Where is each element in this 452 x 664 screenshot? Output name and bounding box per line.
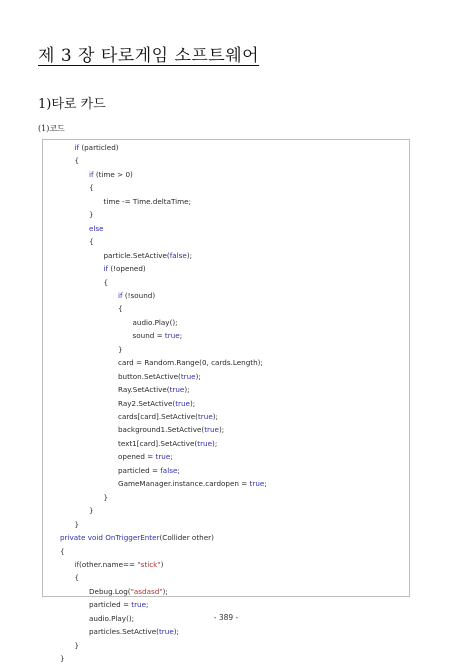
code-line — [89, 183, 94, 193]
code-text: time -= Time.deltaTime; — [103, 196, 192, 206]
code-text: } — [60, 654, 65, 664]
code-keyword: true — [155, 452, 171, 462]
code-text: } — [103, 492, 109, 502]
code-text: ); — [184, 385, 190, 395]
code-line — [118, 466, 180, 476]
code-keyword: true — [169, 385, 185, 395]
code-keyword: if — [74, 559, 80, 569]
code-line — [89, 506, 94, 516]
page-number: - 389 - — [213, 613, 239, 622]
chapter-title: 제 3 장 타로게임 소프트웨어 — [38, 46, 260, 66]
code-line — [118, 304, 123, 314]
code-line — [104, 251, 193, 261]
code-text: ; — [146, 600, 149, 610]
code-line — [118, 385, 190, 395]
subsection-title: (1)코드 — [38, 124, 65, 133]
code-keyword: if — [89, 169, 96, 179]
code-keyword: private void — [60, 533, 106, 543]
code-line — [75, 573, 80, 583]
code-line — [118, 399, 195, 409]
code-text: (time > 0) — [95, 169, 133, 179]
code-text: opened = — [118, 452, 156, 462]
code-text: (other.name== — [79, 559, 138, 569]
code-text: Ray.SetActive( — [118, 385, 170, 395]
code-text: particles.SetActive( — [89, 627, 159, 637]
code-text: particled = — [118, 465, 161, 475]
code-string: "stick" — [137, 559, 161, 569]
code-text: particle.SetActive( — [103, 250, 170, 260]
code-line — [118, 439, 217, 449]
code-keyword: true — [204, 425, 219, 435]
code-line — [89, 237, 94, 247]
code-text: particled = — [89, 600, 132, 610]
code-keyword: true — [180, 371, 196, 381]
code-line — [118, 425, 224, 435]
code-text: { — [74, 156, 80, 166]
code-text: { — [60, 546, 65, 556]
code-text: (particled) — [81, 143, 119, 152]
code-text: cards[card].SetActive( — [118, 412, 198, 421]
code-text: Debug.Log( — [89, 586, 131, 596]
code-line — [133, 318, 178, 328]
code-line — [118, 291, 155, 301]
code-text: ; — [179, 331, 183, 341]
code-text: ); — [162, 586, 168, 596]
code-text: audio.Play(); — [132, 317, 178, 327]
code-keyword: true — [197, 438, 213, 448]
code-text: button.SetActive( — [118, 371, 181, 381]
code-keyword: if — [103, 264, 111, 274]
code-keyword: else — [89, 223, 104, 233]
code-text: ); — [212, 438, 218, 448]
code-line — [104, 264, 146, 274]
code-text: ; — [170, 452, 173, 462]
code-keyword: true — [131, 600, 147, 610]
code-line — [104, 197, 192, 207]
code-text: } — [74, 519, 80, 529]
code-text: card = Random.Range(0, cards.Length); — [118, 358, 263, 368]
code-line — [89, 224, 104, 234]
code-line — [75, 156, 80, 166]
code-line — [89, 170, 133, 180]
code-text: ); — [186, 250, 193, 260]
code-line — [75, 143, 119, 153]
code-text: { — [103, 277, 109, 287]
code-line — [89, 587, 168, 597]
code-text: { — [118, 304, 123, 314]
code-keyword: true — [175, 398, 190, 408]
code-line — [118, 479, 267, 489]
code-text: audio.Play(); — [89, 613, 135, 623]
code-line — [133, 331, 183, 341]
code-keyword: if — [74, 143, 82, 152]
code-line — [104, 278, 109, 288]
code-line — [89, 627, 179, 637]
code-text: (!opened) — [110, 264, 146, 274]
code-text: } — [89, 506, 94, 516]
code-keyword: true — [164, 331, 180, 341]
code-line — [75, 560, 164, 570]
code-line — [75, 520, 80, 530]
section-title: 1)타로 카드 — [38, 97, 106, 112]
code-line — [118, 345, 123, 355]
code-keyword: false — [169, 250, 187, 260]
code-line — [118, 412, 218, 422]
code-text: } — [89, 210, 94, 220]
code-keyword: true — [249, 479, 265, 489]
code-text: { — [89, 237, 94, 247]
code-text: (Collider other) — [159, 533, 214, 543]
code-line — [118, 358, 263, 368]
code-line — [89, 600, 148, 610]
code-line — [60, 533, 214, 543]
code-text: (!sound) — [124, 290, 156, 300]
code-text: ); — [212, 412, 218, 421]
code-text: ; — [264, 479, 267, 489]
code-text: text1[card].SetActive( — [118, 438, 198, 448]
code-text: ; — [177, 465, 180, 475]
code-keyword: false — [160, 465, 178, 475]
code-text: ); — [195, 371, 201, 381]
code-text: ); — [173, 627, 179, 637]
code-line — [104, 493, 109, 503]
code-string: "asdasd" — [130, 586, 163, 596]
code-line — [60, 654, 65, 664]
code-text: } — [118, 344, 123, 354]
code-text: sound = — [132, 331, 165, 341]
code-line — [60, 547, 65, 557]
code-line — [118, 372, 201, 382]
code-text: ); — [218, 425, 225, 435]
code-text: ); — [189, 398, 196, 408]
code-keyword: true — [158, 627, 174, 637]
code-line — [118, 452, 173, 462]
code-text: { — [74, 573, 80, 583]
code-text: ) — [160, 559, 164, 569]
code-keyword: if — [118, 290, 125, 300]
code-text: background1.SetActive( — [118, 425, 205, 435]
code-text: Ray2.SetActive( — [118, 398, 176, 408]
code-text: GameManager.instance.cardopen = — [118, 479, 250, 489]
code-text: } — [74, 640, 80, 650]
code-text: { — [89, 183, 94, 193]
code-keyword: OnTriggerEnter — [105, 533, 160, 543]
code-line — [89, 210, 94, 220]
code-keyword: true — [197, 412, 213, 421]
code-line — [75, 641, 80, 651]
